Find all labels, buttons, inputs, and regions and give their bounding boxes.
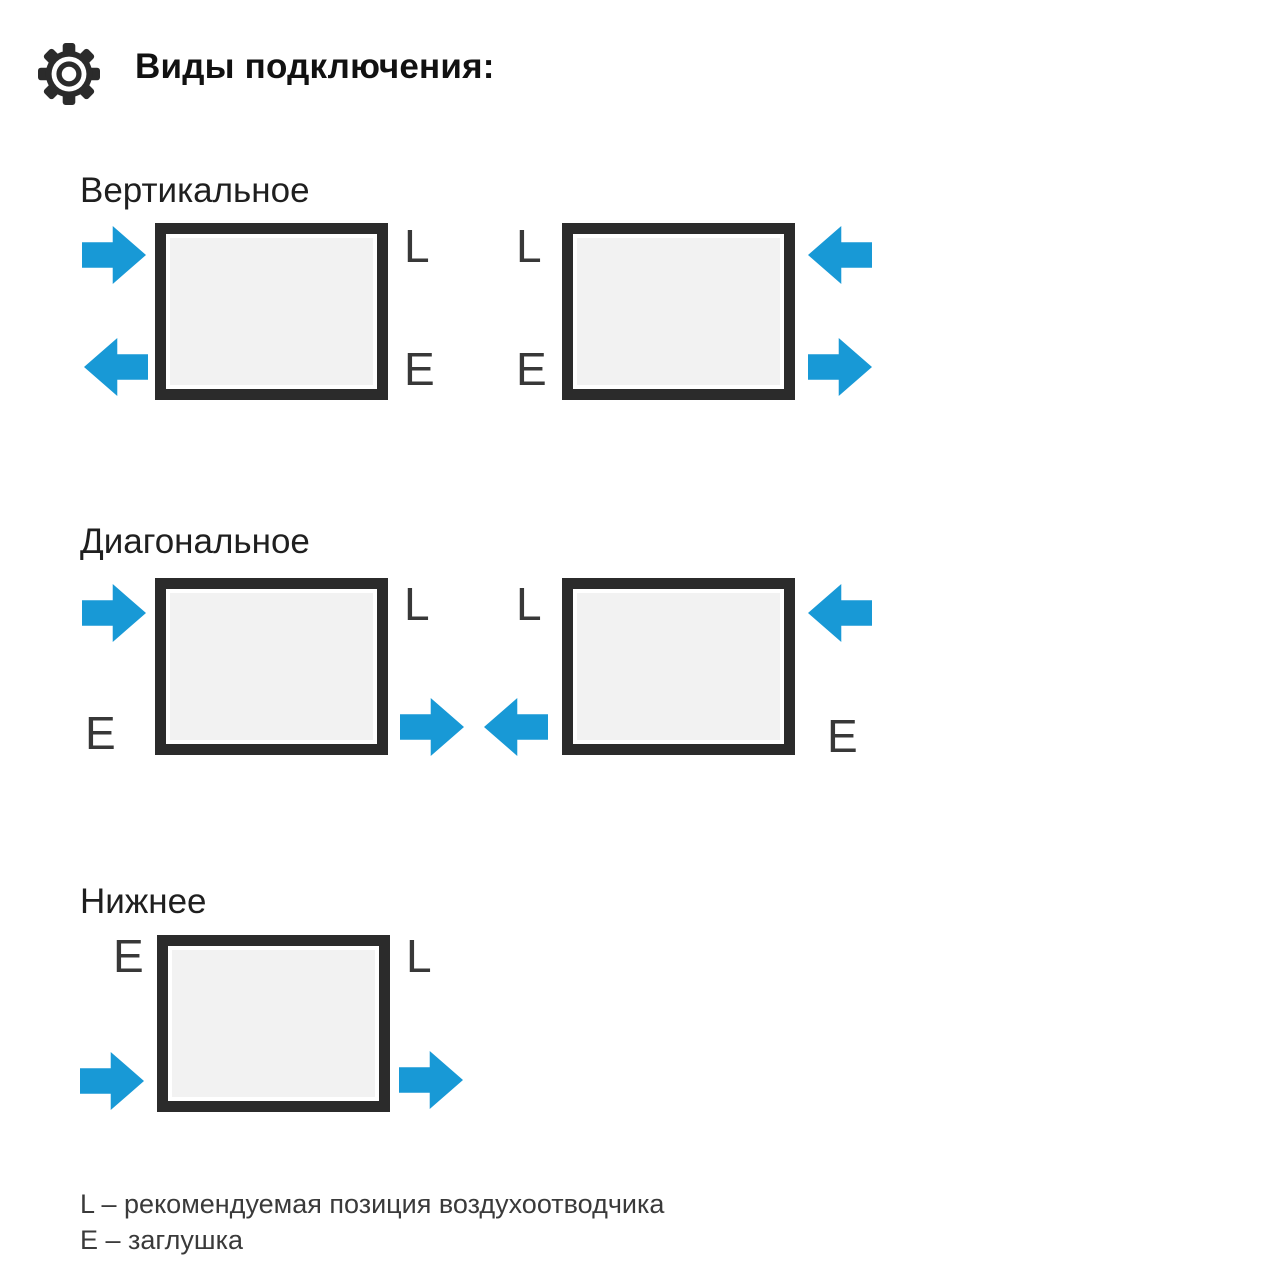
air-vent-label: L — [406, 930, 432, 982]
air-vent-label: L — [516, 220, 542, 272]
radiator-fill — [170, 238, 373, 385]
radiator-body — [155, 223, 388, 400]
gear-icon — [38, 43, 100, 105]
legend-plug: E – заглушка — [80, 1225, 244, 1255]
arrow-left-icon — [484, 698, 548, 756]
air-vent-label: L — [404, 578, 430, 630]
arrow-right-icon — [82, 584, 146, 642]
legend-air-vent: L – рекомендуемая позиция воздухоотводчика — [80, 1189, 665, 1219]
plug-label: E — [827, 710, 858, 762]
arrow-right-icon — [399, 1051, 463, 1109]
plug-label: E — [85, 707, 116, 759]
page-title: Виды подключения: — [135, 47, 495, 86]
arrow-left-icon — [808, 226, 872, 284]
section-title-diagonal: Диагональное — [80, 522, 310, 561]
radiator-fill — [172, 950, 375, 1097]
air-vent-label: L — [404, 220, 430, 272]
radiator-body — [562, 578, 795, 755]
radiator-fill — [577, 238, 780, 385]
section-title-vertical: Вертикальное — [80, 171, 310, 210]
arrow-right-icon — [400, 698, 464, 756]
radiator-body — [562, 223, 795, 400]
air-vent-label: L — [516, 578, 542, 630]
arrow-left-icon — [808, 584, 872, 642]
arrow-left-icon — [84, 338, 148, 396]
arrow-right-icon — [80, 1052, 144, 1110]
radiator-body — [155, 578, 388, 755]
plug-label: E — [404, 343, 435, 395]
radiator-fill — [577, 593, 780, 740]
radiator-fill — [170, 593, 373, 740]
section-title-bottom: Нижнее — [80, 882, 207, 921]
arrow-right-icon — [808, 338, 872, 396]
radiator-body — [157, 935, 390, 1112]
plug-label: E — [113, 930, 144, 982]
plug-label: E — [516, 343, 547, 395]
arrow-right-icon — [82, 226, 146, 284]
